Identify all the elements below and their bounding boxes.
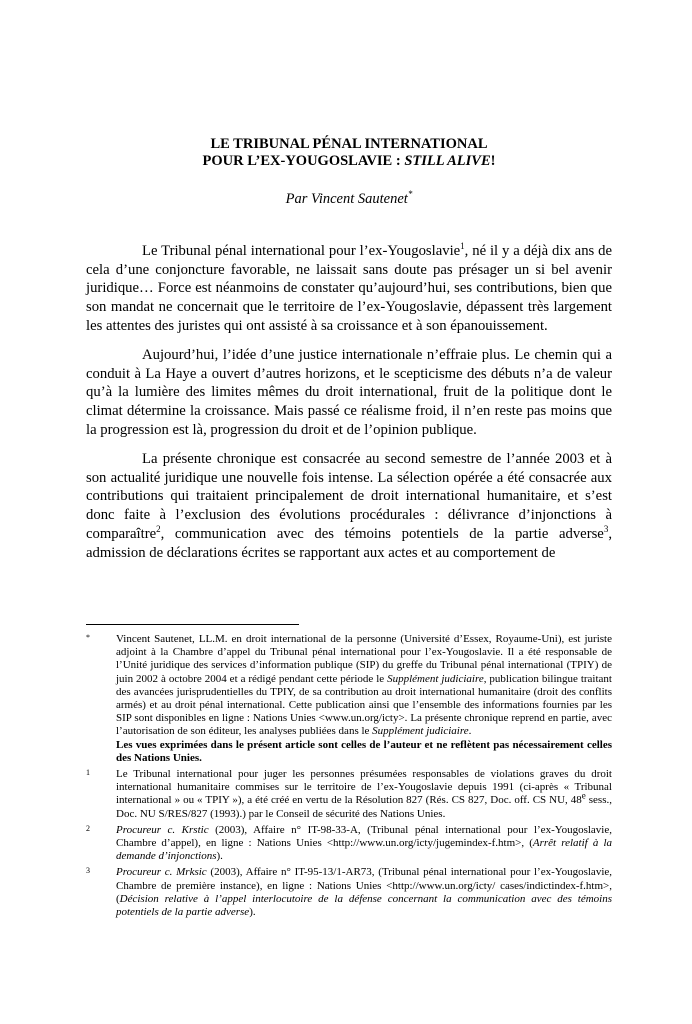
footnote-2-case-name: Procureur c. Krstic [116, 823, 209, 836]
title-line-2 [86, 153, 612, 170]
footnote-3-text [116, 866, 612, 919]
footnote-ref-2: 2 [156, 523, 161, 534]
footnote-3 [86, 866, 612, 919]
footnote-star-text [116, 633, 612, 739]
footnote-1-text-2: sess., Doc. NU S/RES/827 (1993).) par le Conseil de sécurité des Nations Unies. [116, 794, 612, 820]
author-footnote-mark: * [407, 189, 413, 200]
paragraph-3-text-c: , admission de déclarations écrites se rapportant aux actes et au comportement de [86, 525, 612, 561]
author-name: Par Vincent Sautenet [285, 191, 408, 207]
title-line-2-prefix: POUR L’EX-YOUGOSLAVIE : [202, 153, 405, 169]
footnote-ref-3: 3 [603, 523, 609, 534]
footnote-1-mark: 1 [86, 768, 90, 778]
footnote-1-text [116, 768, 612, 821]
footnote-star-text-2: , publication bilingue traitant des avancées jurisprudentielles du TPIY, de sa contribution au droit international humanitaire (droit des conflits armés) et au droit pénal international. Cette publication ainsi que l’ensemble des informations fournies par les SIP sont disponibles en ligne : Nations Unies <www.un.org/icty>. La présente chronique reprend en partie, avec l’autorisation de son éditeur, les analyses publiées dans le [116, 672, 612, 738]
title-line-2-suffix: ! [490, 153, 496, 169]
paragraph-3 [86, 450, 612, 562]
footnote-2-text-1: (2003), Affaire n° IT-98-33-A, (Tribunal pénal international pour l’ex-Yougoslavie, Chambre d’appel), en ligne : Nations Unies <http://www.un.org/icty/jugemindex-f.htm>, ( [116, 823, 612, 850]
footnote-3-decision-title: Décision relative à l’appel interlocutoire de la défense concernant la communication avec des témoins potentiels de la partie adverse [116, 892, 612, 919]
footnote-star-text-1: Vincent Sautenet, LL.M. en droit international de la personne (Université d’Essex, Royaume-Uni), est juriste adjoint à la Chambre d’appel du Tribunal pénal international pour l’ex-Yougoslavie. Il a été responsable de l’Unité juridique des services d’information publique (SIP) du greffe du Tribunal pénal international (TPIY) de juin 2002 à octobre 2004 et a rédigé pendant cette période le [116, 633, 612, 685]
paragraph-1 [86, 242, 612, 336]
footnote-2-text [116, 824, 612, 864]
footnotes [86, 633, 612, 922]
footnote-2 [86, 824, 612, 864]
footnote-separator [86, 624, 299, 625]
footnote-2-text-2: ). [216, 850, 223, 863]
footnote-3-text-1: (2003), Affaire n° IT-95-13/1-AR73, (Tribunal pénal international pour l’ex-Yougoslavie, Chambre de première instance), en ligne : Nations Unies <http://www.un.org/icty/ cases/indictindex-f.htm>, ( [116, 866, 613, 905]
title-line-1: LE TRIBUNAL PÉNAL INTERNATIONAL [210, 136, 488, 152]
footnote-3-case-name: Procureur c. Mrksic [116, 866, 207, 879]
footnote-3-text-2: ). [249, 906, 256, 919]
article-title [86, 136, 612, 170]
footnote-star-italic-1: Supplément judiciaire [387, 672, 484, 685]
footnote-ref-1: 1 [460, 241, 465, 252]
paragraph-1-text-a: Le Tribunal pénal international pour l’ex-Yougoslavie [142, 243, 461, 259]
footnote-star-text-3: . [468, 725, 472, 738]
footnote-2-decision-title: Arrêt relatif à la demande d’injonctions [116, 837, 612, 863]
footnote-3-mark: 3 [86, 866, 90, 876]
footnote-2-mark: 2 [86, 823, 90, 833]
author-byline [86, 191, 612, 208]
title-line-2-italic: STILL ALIVE [404, 153, 491, 169]
footnote-star [86, 633, 612, 765]
article-body [86, 242, 612, 573]
footnote-star-italic-2: Supplément judiciaire [372, 725, 469, 738]
paragraph-3-text-b: , communication avec des témoins potentiels de la partie adverse [160, 525, 604, 542]
footnote-1-text-1: Le Tribunal international pour juger les personnes présumées responsables de violations graves du droit international humanitaire commises sur le territoire de l’ex-Yougoslavie depuis 1991 (ci-après « Tribunal international » ou « TPIY »), a été créé en vertu de la Résolution 827 (Rés. CS 827, Doc. off. CS NU, 48 [116, 768, 612, 807]
paragraph-3-text-a: La présente chronique est consacrée au second semestre de l’année 2003 et à son actualité juridique une nouvelle fois intense. La sélection opérée a été consacrée aux contributions qui traitaient principalement de droit international humanitaire, et s’est donc faite à l’exclusion des évolutions procédurales : délivrance d’injonctions à comparaître [86, 451, 612, 542]
paragraph-1-text-b: , né il y a déjà dix ans de cela d’une conjoncture favorable, ne laissait sans doute pas présager un si bel avenir juridique… Force est néanmoins de constater qu’aujourd’hui, ses contributions, bien que son mandat ne concernait que le territoire de l’ex-Yougoslavie, dépassent très largement les attentes des juristes qui ont assisté à sa croissance et à son épanouissement. [86, 243, 612, 334]
paragraph-2: Aujourd’hui, l’idée d’une justice internationale n’effraie plus. Le chemin qui a conduit à La Haye a ouvert d’autres horizons, et le scepticisme des débuts n’a de valeur qu’à la lumière des limites mêmes du droit international, fruit de la politique dont le climat détermine la croissance. Mais passé ce réalisme froid, il n’en reste pas moins que la progression est là, progression du droit et de l’opinion publique. [86, 347, 612, 438]
footnote-1 [86, 768, 612, 821]
footnote-star-disclaimer: Les vues exprimées dans le présent article sont celles de l’auteur et ne reflètent pas nécessairement celles des Nations Unies. [116, 738, 612, 764]
footnote-1-superscript: e [581, 790, 586, 801]
footnote-star-mark: * [86, 633, 90, 642]
